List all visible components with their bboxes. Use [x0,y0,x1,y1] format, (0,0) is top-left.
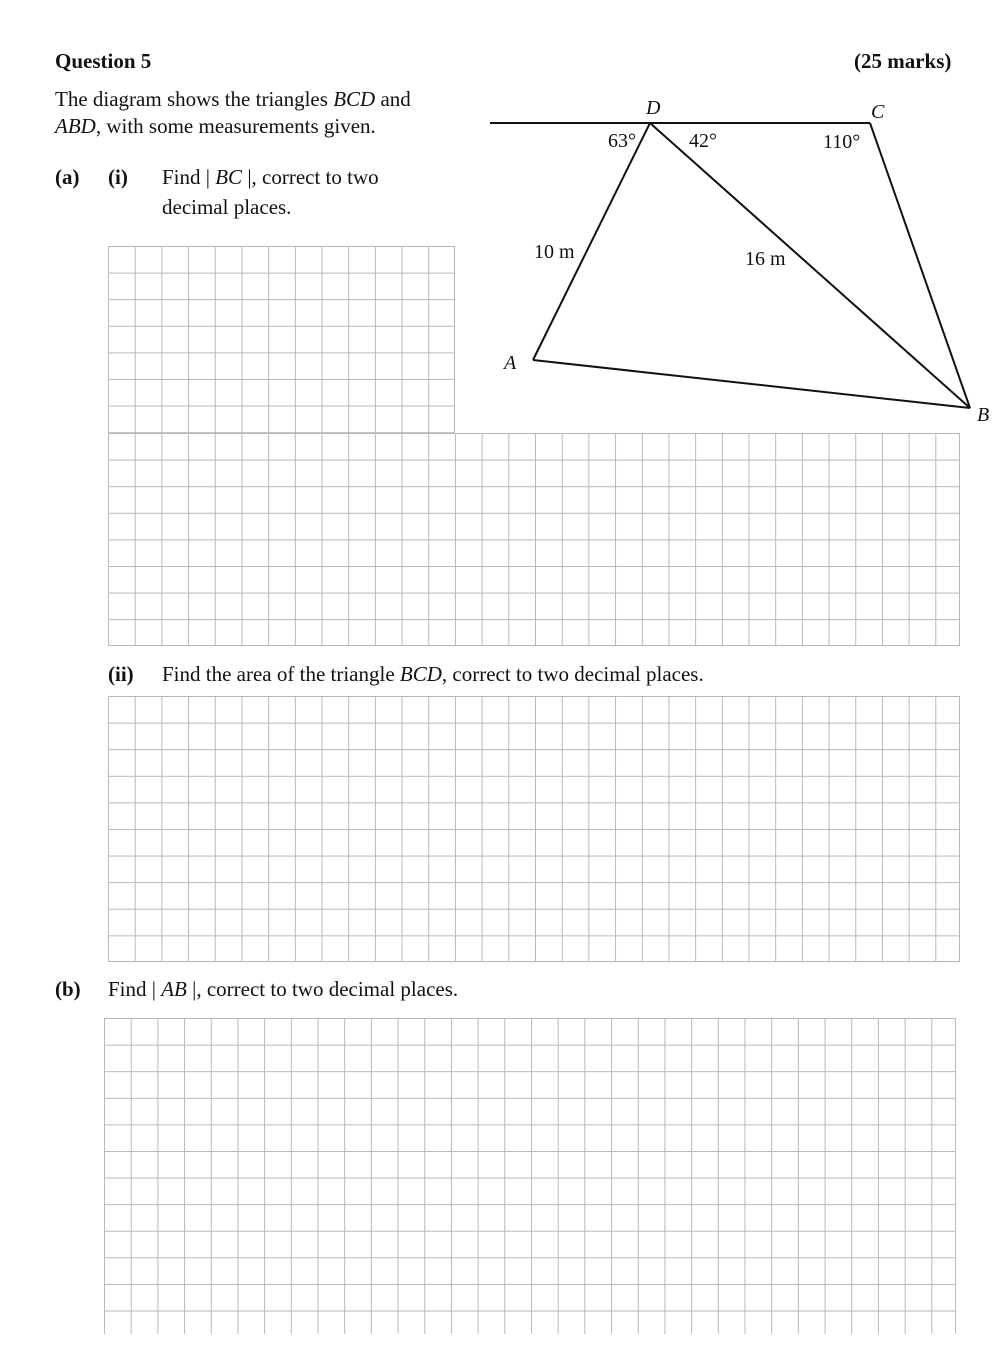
part-a-i-question [162,164,379,191]
vertex-c-label: C [871,101,885,123]
triangle-diagram [480,90,1007,430]
triangle-abd-ref: ABD [55,114,96,138]
vertex-b-label: B [977,404,990,426]
marks-label: (25 marks) [854,49,952,73]
part-b-question [108,976,458,1003]
length-db-label: 16 m [745,248,786,270]
length-ad-label: 10 m [534,241,575,263]
intro-suffix: and [375,87,411,111]
vertex-d-label: D [646,97,661,119]
part-a-i-question-line2: decimal places. [162,195,292,219]
angle-bdc-label: 42° [689,130,717,152]
part-a-i-prefix: Find | [162,165,216,189]
vertex-a-label: A [504,352,517,374]
part-b-label: (b) [55,977,81,1001]
part-a-ii-label: (ii) [108,662,134,686]
part-b-suffix: |, correct to two decimal places. [186,977,459,1001]
part-a-ii-suffix: , correct to two decimal places. [441,662,704,686]
part-a-ii-prefix: Find the area of the triangle [162,662,400,686]
side-db [650,123,970,408]
angle-ada-label: 63° [608,130,636,152]
intro-prefix: The diagram shows the triangles [55,87,334,111]
part-b-prefix: Find | [108,977,162,1001]
part-a-label: (a) [55,165,80,189]
intro-suffix-2: , with some measurements given. [95,114,376,138]
part-a-i-var: BC [215,165,243,189]
answer-grid-a-i-upper[interactable] [108,246,455,434]
side-ab [533,360,970,408]
intro-line-1 [55,86,411,113]
part-a-ii-question [162,661,704,688]
intro-line-2 [55,113,376,140]
question-title: Question 5 [55,49,152,73]
part-b-var: AB [161,977,187,1001]
part-a-ii-var: BCD [399,662,442,686]
part-a-i-label: (i) [108,165,128,189]
answer-grid-b[interactable] [104,1018,956,1334]
answer-grid-a-i-lower[interactable] [108,433,960,646]
answer-grid-a-ii[interactable] [108,696,960,962]
part-a-i-suffix: |, correct to two [242,165,379,189]
angle-bcd-label: 110° [823,131,861,153]
side-cb [870,123,970,408]
triangle-bcd-ref: BCD [333,87,376,111]
